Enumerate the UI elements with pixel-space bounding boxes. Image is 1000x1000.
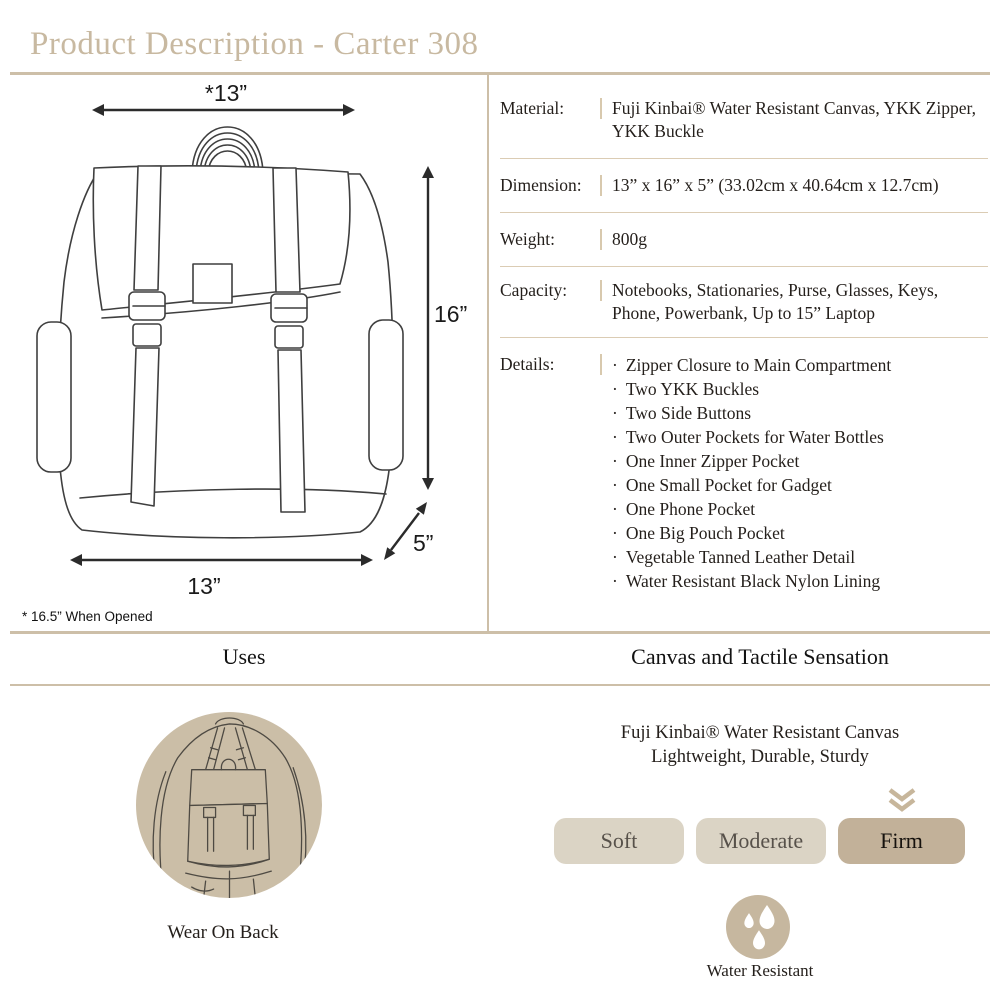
spec-row-material xyxy=(500,82,988,159)
value-tick xyxy=(600,280,602,301)
spec-row-capacity xyxy=(500,267,988,338)
water-drops-glyphs xyxy=(726,895,790,959)
water-resistant-label: Water Resistant xyxy=(706,961,814,980)
bottom-width-dimension-label: 13” xyxy=(187,573,221,599)
tactile-chip-firm[interactable]: Firm xyxy=(838,818,965,864)
backpack-sketch xyxy=(37,127,403,538)
opened-size-footnote: * 16.5” When Opened xyxy=(22,609,153,624)
detail-item: · Water Resistant Black Nylon Lining xyxy=(612,569,891,593)
spec-value: 13” x 16” x 5” (33.02cm x 40.64cm x 12.7cm) xyxy=(612,175,939,195)
spec-value-wrap xyxy=(600,228,988,251)
height-dimension-label: 16” xyxy=(434,301,468,327)
section-divider-top xyxy=(10,631,990,634)
detail-item: · One Phone Pocket xyxy=(612,497,891,521)
tactile-heading: Canvas and Tactile Sensation xyxy=(631,644,889,669)
specs-table xyxy=(500,82,988,608)
width-dimension-label: *13” xyxy=(204,82,248,106)
section-divider-bottom xyxy=(10,684,990,686)
canvas-description-line2: Lightweight, Durable, Sturdy xyxy=(651,747,869,767)
tactile-chip-soft[interactable]: Soft xyxy=(554,818,684,864)
spec-value: Fuji Kinbai® Water Resistant Canvas, YKK Zipper, YKK Buckle xyxy=(612,98,977,141)
detail-item: · Two Side Buttons xyxy=(612,401,891,425)
detail-item: · One Inner Zipper Pocket xyxy=(612,449,891,473)
spec-row-dimension xyxy=(500,159,988,213)
canvas-description-line1: Fuji Kinbai® Water Resistant Canvas xyxy=(620,723,900,743)
wear-on-back-sketch xyxy=(136,712,322,898)
spec-label: Capacity: xyxy=(500,280,568,300)
value-tick xyxy=(600,229,602,250)
spec-value-wrap xyxy=(600,174,988,197)
detail-item: · Two YKK Buckles xyxy=(612,377,891,401)
detail-item: · One Small Pocket for Gadget xyxy=(612,473,891,497)
selection-chevron-icon xyxy=(886,788,918,812)
value-tick xyxy=(600,175,602,196)
detail-item: · Zipper Closure to Main Compartment xyxy=(612,353,891,377)
backpack-dimension-diagram xyxy=(20,82,480,627)
water-drops-icon xyxy=(726,895,790,959)
detail-item: · Two Outer Pockets for Water Bottles xyxy=(612,425,891,449)
value-tick xyxy=(600,354,602,375)
wear-on-back-illustration xyxy=(136,712,322,898)
spec-row-details xyxy=(500,338,988,608)
spec-row-weight xyxy=(500,213,988,267)
details-list xyxy=(612,353,891,593)
value-tick xyxy=(600,98,602,119)
spec-value: Notebooks, Stationaries, Purse, Glasses, Keys, Phone, Powerbank, Up to 15” Laptop xyxy=(612,280,939,323)
depth-dimension-label: 5” xyxy=(413,530,434,556)
spec-label: Dimension: xyxy=(500,175,582,195)
spec-value-wrap xyxy=(600,353,988,593)
spec-value: 800g xyxy=(612,229,647,249)
wear-on-back-caption: Wear On Back xyxy=(167,922,279,943)
uses-heading: Uses xyxy=(222,644,266,669)
tactile-chip-moderate[interactable]: Moderate xyxy=(696,818,826,864)
detail-item: · Vegetable Tanned Leather Detail xyxy=(612,545,891,569)
spec-value-wrap xyxy=(600,97,988,143)
page-title: Product Description - Carter 308 xyxy=(30,26,479,62)
header-divider xyxy=(10,72,990,75)
tactile-scale xyxy=(554,818,965,864)
spec-label: Weight: xyxy=(500,229,555,249)
spec-label: Material: xyxy=(500,98,565,118)
column-divider xyxy=(487,75,489,631)
spec-value-wrap xyxy=(600,279,988,325)
spec-label: Details: xyxy=(500,354,555,374)
detail-item: · One Big Pouch Pocket xyxy=(612,521,891,545)
